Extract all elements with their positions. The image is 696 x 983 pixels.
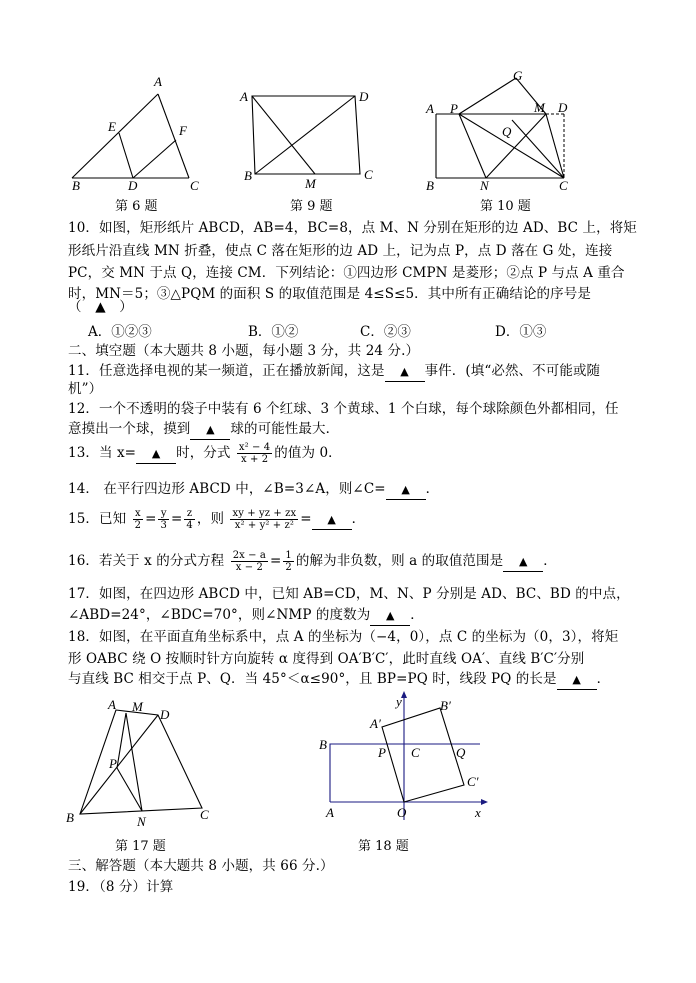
q15-f3-num: z <box>184 508 194 520</box>
q13-fraction-num: x² − 4 <box>238 442 271 453</box>
label-M: M <box>534 100 545 115</box>
q14-line <box>68 480 628 500</box>
figure-18-diagram <box>300 690 500 830</box>
q16-half-num: 1 <box>285 550 292 561</box>
q10-line-2: 形纸片沿直线 MN 折叠，使点 C 落在矩形的边 AD 上，记为点 P，点 D 落在 G 处，连接 <box>68 243 613 259</box>
q15-fraction-1 <box>133 508 143 531</box>
q15-f2-num: y <box>158 508 168 520</box>
q11-text-a: 11．任意选择电视的某一频道，正在播放新闻，这是 <box>68 363 385 379</box>
figure-6 <box>62 70 212 195</box>
label-B: B <box>72 178 80 193</box>
figure-9-caption: 第 9 题 <box>290 199 333 214</box>
figure-17-diagram <box>62 695 222 830</box>
answer-mark: ▲ <box>518 555 528 568</box>
q14-answer-blank[interactable] <box>386 480 426 500</box>
q13-text-c: 的值为 0． <box>274 445 342 461</box>
label-C-prime: C′ <box>467 774 479 789</box>
q12-line-1: 12．一个不透明的袋子中装有 6 个红球、3 个黄球、1 个白球，每个球除颜色外都相同，任 <box>68 401 619 417</box>
label-A: A <box>426 101 434 116</box>
q12-answer-blank[interactable] <box>190 420 230 440</box>
q12-text-b: 球的可能性最大． <box>230 421 340 437</box>
figure-9 <box>238 88 383 191</box>
q16-half <box>283 550 293 573</box>
q15-eq-1: = <box>145 511 157 527</box>
q11-answer-blank[interactable] <box>385 362 425 382</box>
q15-f1-den: 2 <box>134 520 142 531</box>
answer-mark: ▲ <box>206 423 215 436</box>
q15-f1-num: x <box>133 508 143 520</box>
label-G: G <box>513 68 523 83</box>
answer-mark: ▲ <box>572 673 581 686</box>
q13-text-b: 时，分式 <box>176 445 231 461</box>
label-C: C <box>200 807 209 822</box>
q11-line-1 <box>68 362 628 382</box>
q11-line-2: 机”） <box>68 381 103 397</box>
figure-17 <box>62 695 222 830</box>
q15-text-b: ，则 <box>196 511 225 527</box>
label-P: P <box>109 756 117 771</box>
q17-text-a: ∠ABD=24°，∠BDC=70°，则∠NMP 的度数为 <box>68 607 371 623</box>
answer-mark: ▲ <box>400 365 409 378</box>
figure-10-diagram <box>422 66 582 192</box>
label-F: F <box>179 123 187 138</box>
q12-line-2 <box>68 420 628 440</box>
answer-mark: ▲ <box>401 483 410 496</box>
label-N: N <box>480 178 489 193</box>
figure-18-caption: 第 18 题 <box>358 839 409 854</box>
label-B: B <box>244 168 252 183</box>
label-A: A <box>108 697 116 712</box>
q19-line: 19．（8 分）计算 <box>68 879 174 895</box>
label-D: D <box>359 89 369 104</box>
label-D: D <box>558 100 568 115</box>
q10-line-3: PC，交 MN 于点 Q，连接 CM．下列结论：①四边形 CMPN 是菱形；②点 P 与点 A 重合 <box>68 265 625 281</box>
q13-answer-blank[interactable] <box>136 444 176 464</box>
q15-answer-blank[interactable] <box>312 510 352 530</box>
label-P: P <box>450 101 458 116</box>
figure-17-caption: 第 17 题 <box>115 839 166 854</box>
q15-f2-den: 3 <box>160 520 167 531</box>
q18-line-3 <box>68 670 628 690</box>
q16-fraction-den: x − 2 <box>235 562 263 573</box>
label-D: D <box>128 178 138 193</box>
q17-answer-blank[interactable] <box>370 606 410 626</box>
q16-eq: = <box>270 553 282 569</box>
figure-10-caption: 第 10 题 <box>480 199 531 214</box>
label-A: A <box>154 74 162 89</box>
q15-fraction-3 <box>184 508 194 531</box>
q16-fraction <box>231 550 268 573</box>
label-Q: Q <box>456 745 466 760</box>
q13-fraction-den: x + 2 <box>240 454 269 465</box>
label-B-prime: B′ <box>440 698 451 713</box>
label-x: x <box>475 805 481 820</box>
label-M: M <box>132 699 143 714</box>
q17-text-b: ． <box>410 607 424 623</box>
section-2-heading: 二、填空题（本大题共 8 小题，每小题 3 分，共 24 分.） <box>68 343 420 359</box>
figure-18 <box>300 690 500 830</box>
q16-text-b: 的解为非负数，则 a 的取值范围是 <box>295 553 504 569</box>
q17-line-1: 17．如图，在四边形 ABCD 中，已知 AB=CD，M、N、P 分别是 AD、BC、BD 的中点， <box>68 586 630 602</box>
q14-text-a: 14． 在平行四边形 ABCD 中，∠B=3∠A，则∠C= <box>68 481 386 497</box>
figure-6-caption: 第 6 题 <box>115 199 158 214</box>
q13-line <box>68 442 628 465</box>
q17-line-2 <box>68 606 628 626</box>
label-C: C <box>190 178 199 193</box>
label-A: A <box>326 805 334 820</box>
label-A: A <box>240 89 248 104</box>
label-E: E <box>108 119 116 134</box>
figure-6-diagram <box>62 70 212 195</box>
q15-line <box>68 508 628 531</box>
label-C: C <box>559 178 568 193</box>
answer-mark: ▲ <box>386 609 395 622</box>
answer-mark: ▲ <box>151 447 161 460</box>
q10-choice-a: A．①②③ <box>88 324 152 340</box>
q10-choice-c: C．②③ <box>360 324 411 340</box>
q10-line-5: （ ▲ ） <box>68 299 133 315</box>
q10-choice-b: B．①② <box>248 324 299 340</box>
q15-text-c: = <box>300 511 312 527</box>
answer-mark: ▲ <box>327 513 336 526</box>
label-C: C <box>411 745 420 760</box>
label-C: C <box>364 167 373 182</box>
q15-fraction-4 <box>230 508 298 531</box>
q18-answer-blank[interactable] <box>557 670 597 690</box>
label-O: O <box>397 805 407 820</box>
q15-eq-2: = <box>170 511 183 527</box>
figure-10 <box>422 66 582 192</box>
q18-line-1: 18．如图，在平面直角坐标系中，点 A 的坐标为（−4，0），点 C 的坐标为（0，3），将矩 <box>68 629 619 645</box>
q16-answer-blank[interactable] <box>503 552 543 572</box>
q18-line-2: 形 OABC 绕 O 按顺时针方向旋转 α 度得到 OA′B′C′，此时直线 OA′、直线 B′C′分别 <box>68 651 585 667</box>
q18-text-a: 与直线 BC 相交于点 P、Q．当 45°＜α≤90°，且 BP=PQ 时，线段 PQ 的长是 <box>68 671 557 687</box>
q16-text-a: 16．若关于 x 的分式方程 <box>68 553 225 569</box>
label-P: P <box>378 745 386 760</box>
figure-9-diagram <box>238 88 383 191</box>
q15-text-d: ． <box>351 511 366 527</box>
q11-text-b: 事件．(填“必然、不可能或随 <box>424 363 601 379</box>
label-B: B <box>66 810 74 825</box>
q10-choice-d: D．①③ <box>495 324 547 340</box>
q16-line <box>68 550 628 573</box>
q15-fraction-2 <box>158 508 168 531</box>
q13-fraction <box>237 442 272 465</box>
q15-text-a: 15．已知 <box>68 511 127 527</box>
q15-f3-den: 4 <box>186 520 193 531</box>
label-B: B <box>426 178 434 193</box>
section-3-heading: 三、解答题（本大题共 8 小题，共 66 分.） <box>68 858 334 874</box>
q10-line-1: 10．如图，矩形纸片 ABCD，AB=4，BC=8，点 M、N 分别在矩形的边 AD、BC 上，将矩 <box>68 220 637 236</box>
label-M: M <box>305 176 316 191</box>
q18-text-b: ． <box>596 671 611 687</box>
q15-f4-num: xy + yz + zx <box>232 508 297 519</box>
q15-f4-den: x² + y² + z² <box>234 520 294 531</box>
label-N: N <box>137 814 146 829</box>
label-B: B <box>319 737 327 752</box>
label-y: y <box>396 694 402 709</box>
q16-half-den: 2 <box>285 562 292 573</box>
q14-text-b: ． <box>425 481 440 497</box>
q16-fraction-num: 2x − a <box>232 550 266 561</box>
q12-text-a: 意摸出一个球，摸到 <box>68 421 191 437</box>
label-Q: Q <box>502 124 512 139</box>
label-A-prime: A′ <box>370 716 381 731</box>
q13-text-a: 13．当 x= <box>68 445 137 461</box>
q16-text-c: ． <box>543 553 557 569</box>
q10-line-4: 时，MN＝5；③△PQM 的面积 S 的取值范围是 4≤S≤5．其中所有正确结论的序号是 <box>68 286 591 302</box>
label-D: D <box>160 707 170 722</box>
